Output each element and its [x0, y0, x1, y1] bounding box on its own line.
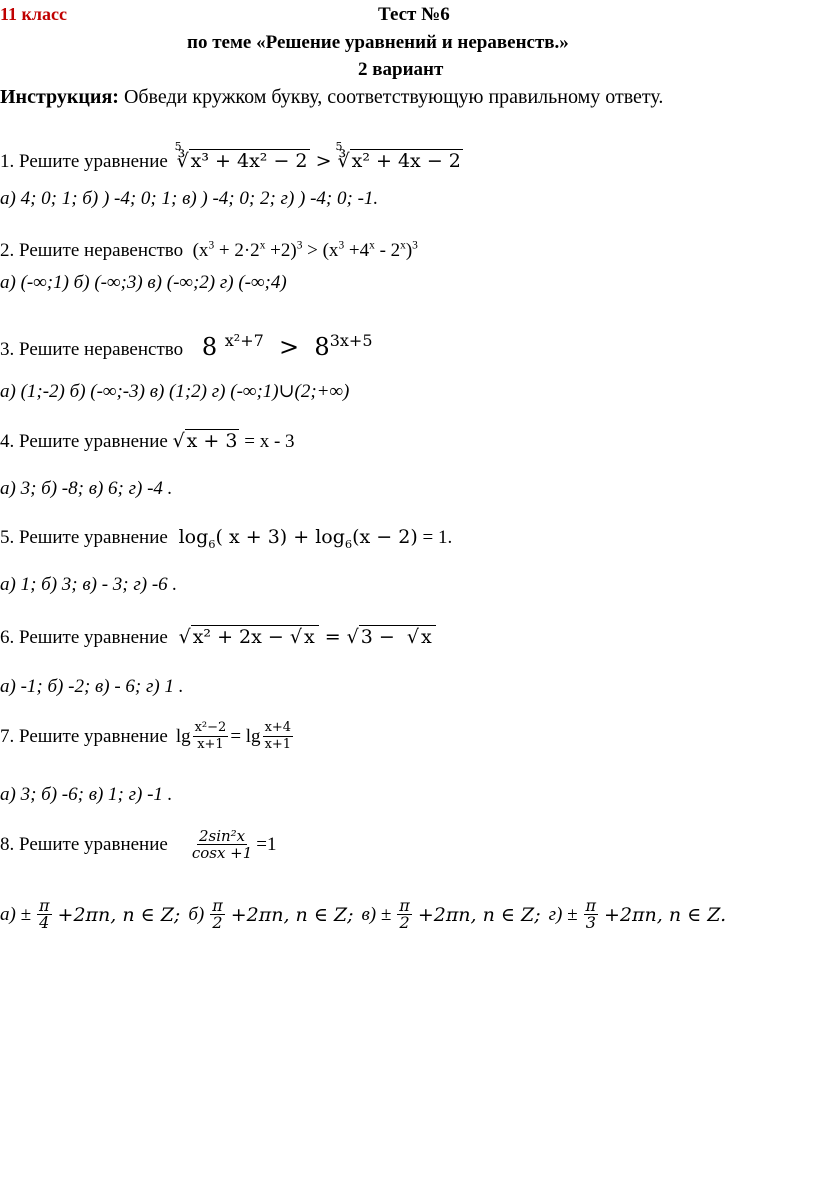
question-3-answers: а) (1;-2) б) (-∞;-3) в) (1;2) г) (-∞;1)∪(2;+∞): [0, 381, 350, 402]
question-5: 5. Решите уравнение $\log_6$( $x + 3) + \log_6(x - 2) = 1$.: [0, 526, 453, 551]
question-1-prompt: 1. Решите уравнение: [0, 151, 168, 172]
question-5-prompt: 5. Решите уравнение: [0, 527, 168, 548]
question-6-prompt: 6. Решите уравнение: [0, 627, 168, 648]
question-7-answers: а) 3; б) -6; в) 1; г) -1 .: [0, 784, 173, 805]
question-2: [0, 240, 418, 262]
question-8-fraction: $\frac{\text{2sin²x}}{\cos x +1}$: [191, 827, 253, 862]
question-7-lhs-fraction: $\frac{\text{x²−2}}{x+1}$: [194, 720, 227, 752]
instruction: [0, 86, 663, 109]
question-1-expression: 5 ∛ x³ + 4x² − 2 > 5 ∛ x² + 4x − 2: [174, 140, 461, 172]
question-6: [0, 626, 436, 649]
question-5-answers: а) 1; б) 3; в) - 3; г) -6 .: [0, 574, 178, 595]
test-title: Тест №6: [378, 4, 450, 25]
question-2-answers: а) (-∞;1) б) (-∞;3) в) (-∞;2) г) (-∞;4): [0, 272, 287, 293]
question-8-rhs: =1: [256, 833, 277, 855]
question-6-answers: а) -1; б) -2; в) - 6; г) 1 .: [0, 676, 184, 697]
test-topic: по теме «Решение уравнений и неравенств.»: [187, 32, 569, 53]
question-4-prompt: 4. Решите уравнение: [0, 431, 168, 452]
question-6-expression: √ x² + 2x − √ x = √ 3 − √ x: [173, 625, 436, 648]
class-label: 11 класс: [0, 4, 67, 24]
instruction-text: Обведи кружком букву, соответствующую правильному ответу.: [123, 86, 664, 108]
question-4-answers: а) 3; б) -8; в) 6; г) -4 .: [0, 478, 173, 499]
question-3: [0, 333, 373, 361]
question-8: [0, 828, 277, 861]
question-1-answers: а) 4; 0; 1; б) ) -4; 0; 1; в) ) -4; 0; 2; г) ) -4; 0; -1.: [0, 188, 379, 209]
question-8-prompt: 8. Решите уравнение: [0, 833, 168, 855]
question-8-answers: а) ± $\frac{\pi}{4}$ +2πn, n ∈ Z; б) $\frac{\pi}{2}$ +2πn, n ∈ Z; в) ± $\frac{\pi}{2}$ +2πn, n ∈ Z; г) ± $\frac{\pi}{3}$ +2πn, n ∈ Z.: [0, 896, 727, 932]
question-4-expression: √ x + 3: [172, 430, 238, 452]
question-5-expression: $\log_6$( $x + 3) + \log_6(x - 2)$: [172, 526, 418, 551]
variant-label: 2 вариант: [358, 59, 444, 80]
question-7-rhs-fraction: $\frac{x+4}{x+1}$: [264, 720, 292, 752]
question-2-prompt: 2. Решите неравенство: [0, 240, 184, 261]
question-4: [0, 430, 295, 453]
question-7-prompt: 7. Решите уравнение: [0, 725, 168, 747]
question-1: [0, 140, 463, 173]
question-3-prompt: 3. Решите неравенство: [0, 339, 184, 360]
question-7: 7. Решите уравнение lg $\frac{\text{x²−2}}{x+1}$ = lg $\frac{x+4}{x+1}$: [0, 720, 292, 752]
instruction-label: Инструкция:: [0, 86, 119, 108]
question-3-expression: 8 $^{x^2+7} > 8^{3x+5}$: [201, 331, 373, 361]
question-2-expression: $(x^3 + 2\cdot 2^x +2)^3 > (x^3 +4^x - 2^x)^3$: [187, 239, 418, 261]
question-4-rhs: = x - 3: [244, 431, 295, 452]
